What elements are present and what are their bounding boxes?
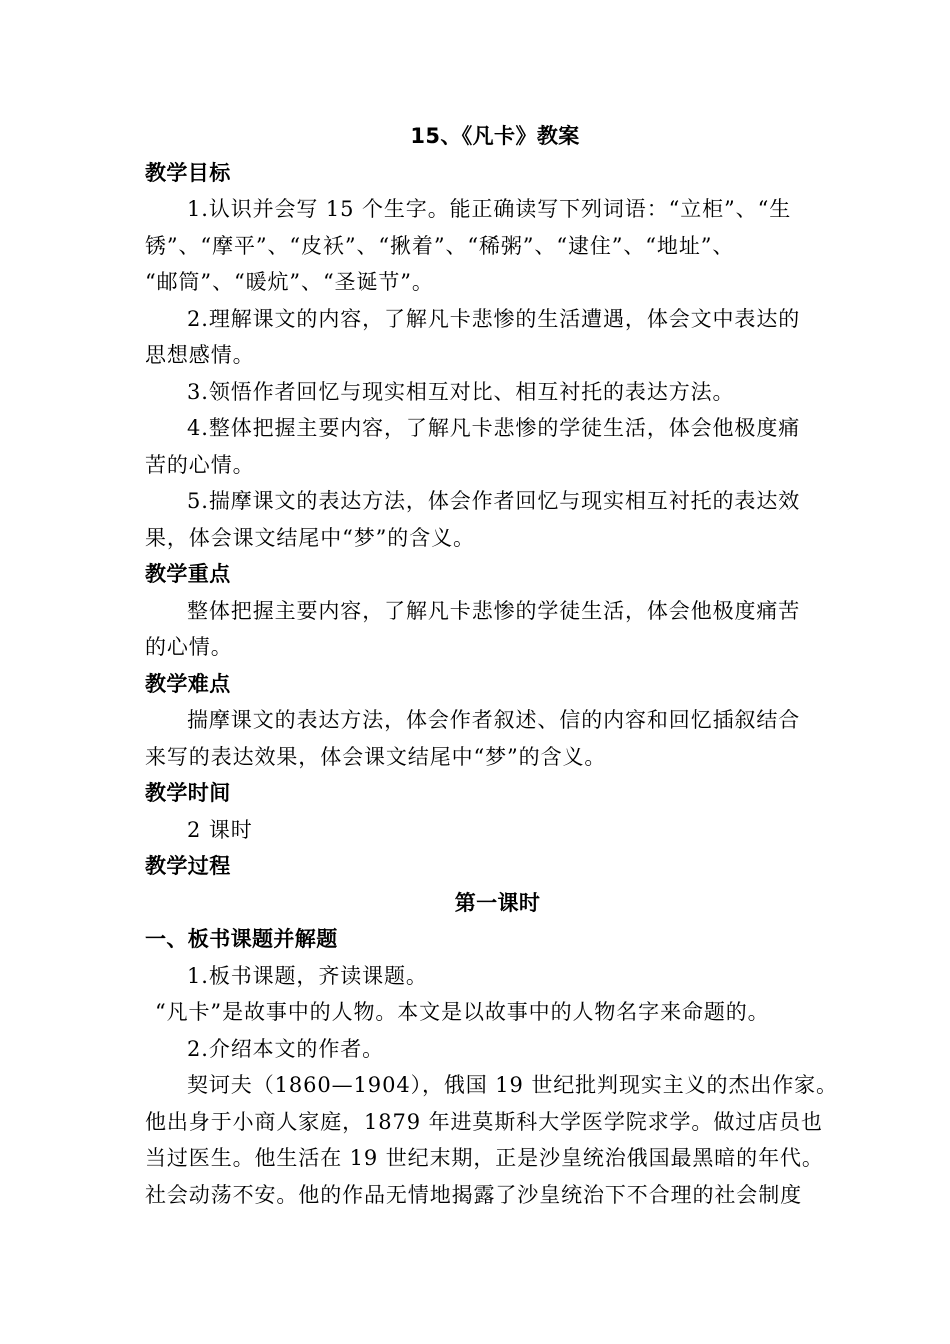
section-heading-difficulties: 教学难点 xyxy=(145,671,231,696)
paragraph-line: “凡卡”是故事中的人物。本文是以故事中的人物名字来命题的。 xyxy=(155,1000,770,1024)
section-heading-key-points: 教学重点 xyxy=(145,562,231,586)
section-heading-teaching-process: 教学过程 xyxy=(145,854,231,878)
document-title: 15、《凡卡》教案 xyxy=(410,124,580,148)
paragraph-line: 当过医生。他生活在 19 世纪末期，正是沙皇统治俄国最黑暗的年代。 xyxy=(145,1146,824,1170)
paragraph-line: 他出身于小商人家庭，1879 年进莫斯科大学医学院求学。做过店员也 xyxy=(145,1109,823,1134)
document-body xyxy=(145,118,838,1213)
paragraph-line: 整体把握主要内容，了解凡卡悲惨的学徒生活，体会他极度痛苦 xyxy=(187,598,801,623)
section-heading-teaching-time: 教学时间 xyxy=(145,781,231,805)
paragraph-line: 锈”、“摩平”、“皮袄”、“揪着”、“稀粥”、“逮住”、“地址”、 xyxy=(145,233,735,258)
paragraph-line: 的心情。 xyxy=(145,635,233,659)
paragraph-line: 来写的表达效果，体会课文结尾中“梦”的含义。 xyxy=(145,744,607,769)
paragraph-line: 3.领悟作者回忆与现实相互对比、相互衬托的表达方法。 xyxy=(187,379,735,404)
lesson-heading-first: 第一课时 xyxy=(454,890,541,915)
paragraph-line: 1.认识并会写 15 个生字。能正确读写下列词语：“立柜”、“生 xyxy=(187,197,792,221)
subsection-heading: 一、板书课题并解题 xyxy=(145,927,338,951)
paragraph-line: 揣摩课文的表达方法，体会作者叙述、信的内容和回忆插叙结合 xyxy=(187,708,801,732)
paragraph-line: 思想感情。 xyxy=(145,343,255,367)
paragraph-line: 契诃夫（1860—1904），俄国 19 世纪批判现实主义的杰出作家。 xyxy=(187,1073,838,1097)
paragraph-line: 5.揣摩课文的表达方法，体会作者回忆与现实相互衬托的表达效 xyxy=(187,489,801,513)
paragraph-line: 苦的心情。 xyxy=(145,452,255,477)
paragraph-line: 2.介绍本文的作者。 xyxy=(187,1036,385,1061)
paragraph-line: 2.理解课文的内容，了解凡卡悲惨的生活遭遇，体会文中表达的 xyxy=(187,306,801,331)
paragraph-line: 果，体会课文结尾中“梦”的含义。 xyxy=(145,525,475,550)
paragraph-line: 2 课时 xyxy=(187,817,253,842)
paragraph-line: 4.整体把握主要内容，了解凡卡悲惨的学徒生活，体会他极度痛 xyxy=(187,416,801,440)
paragraph-line: “邮筒”、“暖炕”、“圣诞节”。 xyxy=(145,270,434,294)
paragraph-line: 1.板书课题，齐读课题。 xyxy=(187,963,428,988)
paragraph-line: 社会动荡不安。他的作品无情地揭露了沙皇统治下不合理的社会制度 xyxy=(145,1182,802,1207)
section-heading-teaching-goals: 教学目标 xyxy=(145,160,231,185)
